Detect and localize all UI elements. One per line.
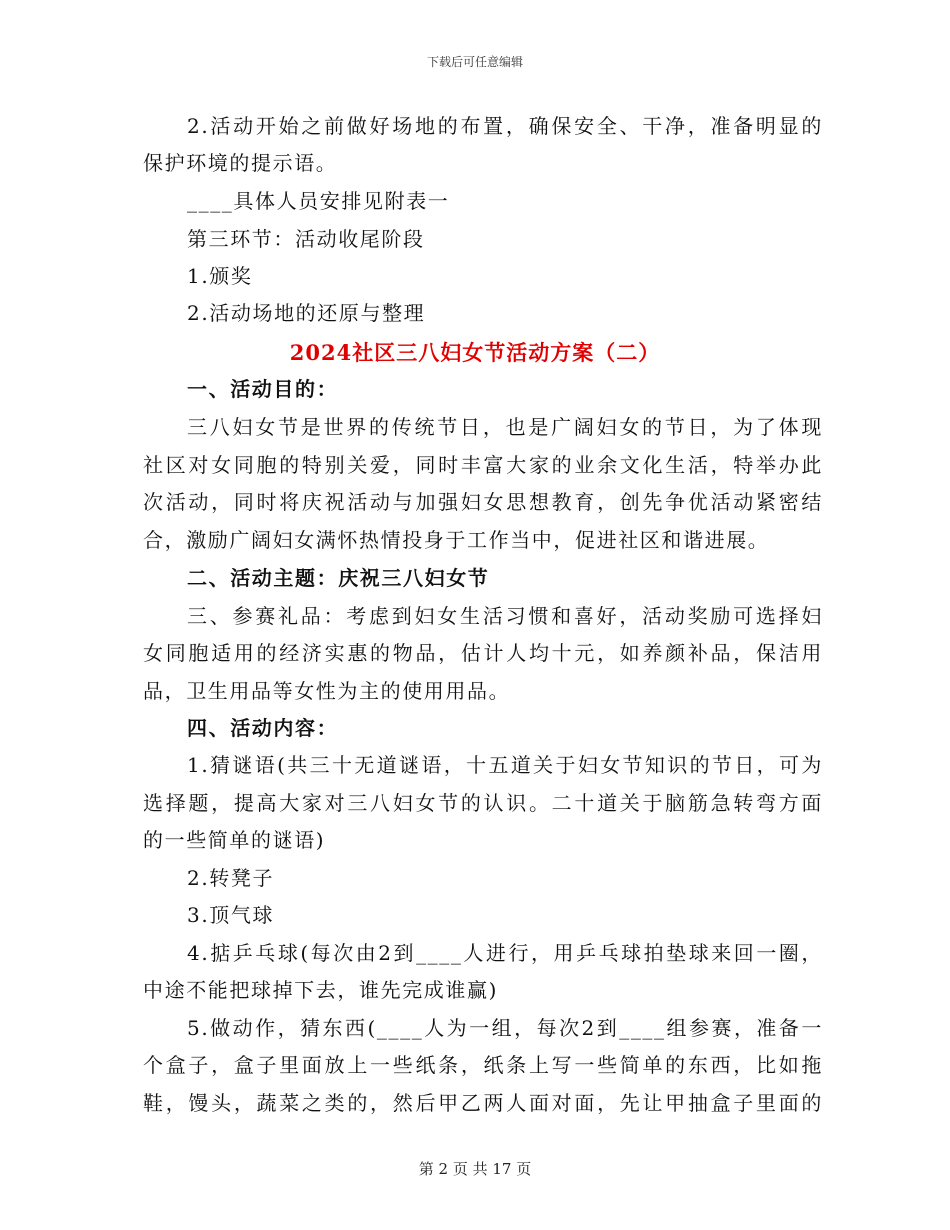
paragraph-line: 第三环节：活动收尾阶段 (187, 227, 425, 251)
paragraph-line: 鞋，馒头，蔬菜之类的，然后甲乙两人面对面，先让甲抽盒子里面的 (143, 1091, 823, 1115)
paragraph-line: 合，激励广阔妇女满怀热情投身于工作当中，促进社区和谐进展。 (143, 528, 770, 552)
paragraph-line: 次活动，同时将庆祝活动与加强妇女思想教育，创先争优活动紧密结 (143, 490, 823, 514)
paragraph-line: 社区对女同胞的特别关爱，同时丰富大家的业余文化生活，特举办此 (143, 453, 823, 477)
paragraph-line: 2.活动开始之前做好场地的布置，确保安全、干净，准备明显的 (187, 114, 823, 138)
paragraph-line: 三八妇女节是世界的传统节日，也是广阔妇女的节日，为了体现 (187, 415, 823, 439)
page-footer: 第 2 页 共 17 页 (418, 1160, 532, 1178)
paragraph-line: 选择题，提高大家对三八妇女节的认识。二十道关于脑筋急转弯方面 (143, 791, 823, 815)
paragraph-line: 3.顶气球 (187, 903, 275, 927)
section-heading: 一、活动目的： (187, 377, 339, 401)
paragraph-line: 1.猜谜语(共三十无道谜语，十五道关于妇女节知识的节日，可为 (187, 753, 823, 777)
paragraph-line: 女同胞适用的经济实惠的物品，估计人均十元，如养颜补品，保洁用 (143, 641, 823, 665)
paragraph-line: 1.颁奖 (187, 264, 253, 288)
paragraph-line: 2.活动场地的还原与整理 (187, 301, 426, 325)
paragraph-line: 的一些简单的谜语) (143, 828, 326, 852)
section-heading: 二、活动主题：庆祝三八妇女节 (187, 566, 490, 590)
paragraph-line: 品，卫生用品等女性为主的使用用品。 (143, 679, 511, 703)
page-header: 下载后可任意编辑 (426, 55, 523, 69)
section-heading: 四、活动内容： (187, 716, 339, 740)
paragraph-line: 三、参赛礼品：考虑到妇女生活习惯和喜好，活动奖励可选择妇 (187, 604, 823, 628)
paragraph-line: 个盒子，盒子里面放上一些纸条，纸条上写一些简单的东西，比如拖 (143, 1053, 823, 1077)
section-title: 2024社区三八妇女节活动方案（二） (289, 340, 661, 365)
paragraph-line: 保护环境的提示语。 (143, 151, 338, 175)
paragraph-line: ____具体人员安排见附表一 (187, 189, 450, 213)
paragraph-line: 2.转凳子 (187, 866, 275, 890)
paragraph-line: 4.掂乒乓球(每次由2到____人进行，用乒乓球拍垫球来回一圈， (187, 941, 823, 965)
paragraph-line: 中途不能把球掉下去，谁先完成谁赢) (143, 978, 499, 1002)
paragraph-line: 5.做动作，猜东西(____人为一组，每次2到____组参赛，准备一 (187, 1016, 823, 1040)
